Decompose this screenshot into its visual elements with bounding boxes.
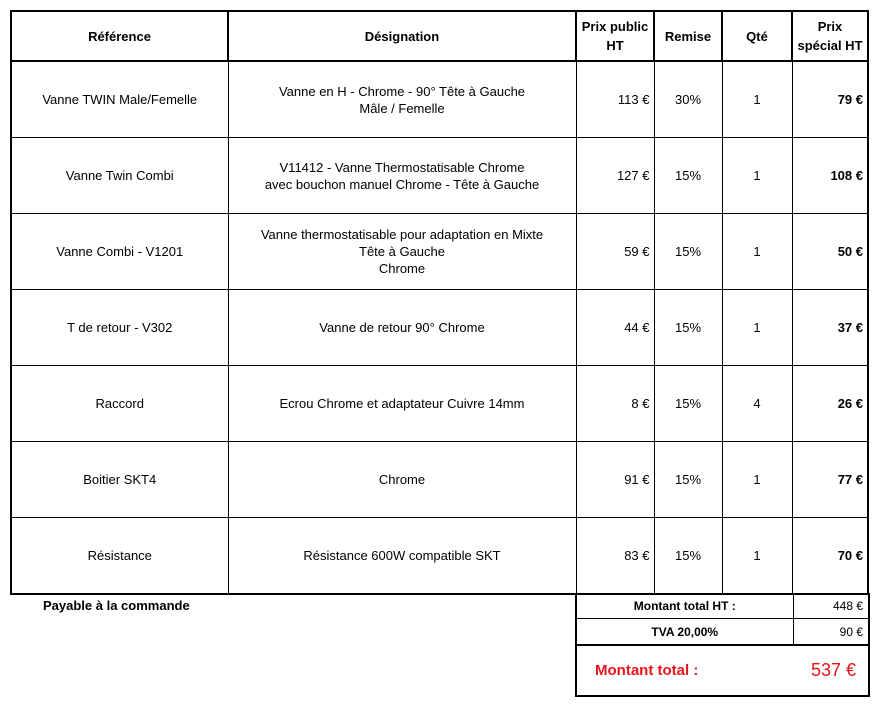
cell-prix-special: 79 € [792,61,868,138]
cell-remise: 15% [654,366,722,442]
total-ht-label: Montant total HT : [576,593,793,619]
cell-qte: 1 [722,290,792,366]
grand-total-cell [576,645,869,696]
header-qte: Qté [722,11,792,61]
cell-prix-public: 91 € [576,442,654,518]
designation-line: Vanne en H - Chrome - 90° Tête à Gauche [278,83,526,99]
cell-reference: Vanne Combi - V1201 [11,214,228,290]
table-row [11,138,868,214]
header-row [11,11,868,61]
header-prix-public-line1: Prix public [581,19,649,34]
cell-designation [228,214,576,290]
cell-prix-special: 37 € [792,290,868,366]
designation-line: Chrome [378,261,426,276]
cell-prix-special: 108 € [792,138,868,214]
designation-line: Résistance 600W compatible SKT [303,548,501,563]
cell-prix-special: 26 € [792,366,868,442]
cell-remise: 15% [654,214,722,290]
table-row [11,366,868,442]
cell-reference: Boitier SKT4 [11,442,228,518]
cell-remise: 15% [654,518,722,595]
total-ht-value: 448 € [793,593,869,619]
header-remise: Remise [654,11,722,61]
payment-note: Payable à la commande [43,598,190,613]
designation-line: Vanne thermostatisable pour adaptation en Mixte [260,227,544,242]
table-row [11,61,868,138]
cell-designation [228,138,576,214]
quote-table [10,10,869,595]
cell-qte: 1 [722,214,792,290]
cell-prix-public: 113 € [576,61,654,138]
cell-remise: 15% [654,290,722,366]
designation-line: avec bouchon manuel Chrome - Tête à Gauche [264,176,540,192]
cell-reference: Résistance [11,518,228,595]
table-row [11,442,868,518]
cell-prix-public: 59 € [576,214,654,290]
cell-prix-public: 83 € [576,518,654,595]
cell-designation [228,290,576,366]
designation-line: Ecrou Chrome et adaptateur Cuivre 14mm [279,396,525,411]
cell-prix-special: 50 € [792,214,868,290]
cell-designation [228,366,576,442]
header-prix-special [792,11,868,61]
grand-total-row [576,645,869,696]
designation-line: Vanne de retour 90° Chrome [319,320,485,335]
total-ht-row [576,593,869,619]
header-prix-public [576,11,654,61]
cell-qte: 1 [722,442,792,518]
grand-total-value: 537 € [810,660,856,680]
cell-prix-public: 44 € [576,290,654,366]
table-row [11,214,868,290]
cell-designation [228,61,576,138]
header-prix-special-line1: Prix [817,19,843,34]
cell-qte: 1 [722,138,792,214]
cell-prix-public: 8 € [576,366,654,442]
tva-label: TVA 20,00% [576,619,793,646]
table-row [11,518,868,595]
cell-reference: Vanne Twin Combi [11,138,228,214]
grand-total-label: Montant total : [595,662,699,679]
header-prix-special-line2: spécial HT [797,38,863,53]
cell-qte: 1 [722,61,792,138]
cell-prix-special: 70 € [792,518,868,595]
totals-table [575,593,870,697]
designation-line: V11412 - Vanne Thermostatisable Chrome [279,159,525,175]
designation-line: Mâle / Femelle [359,100,445,116]
cell-prix-public: 127 € [576,138,654,214]
designation-line: Tête à Gauche [359,244,445,259]
cell-remise: 15% [654,442,722,518]
cell-reference: Vanne TWIN Male/Femelle [11,61,228,138]
table-row [11,290,868,366]
cell-prix-special: 77 € [792,442,868,518]
cell-designation [228,442,576,518]
designation-line: Chrome [378,472,426,487]
header-prix-public-line2: HT [606,38,624,53]
header-designation: Désignation [228,11,576,61]
tva-row [576,619,869,646]
cell-qte: 4 [722,366,792,442]
cell-qte: 1 [722,518,792,595]
cell-remise: 15% [654,138,722,214]
cell-designation [228,518,576,595]
cell-remise: 30% [654,61,722,138]
cell-reference: T de retour - V302 [11,290,228,366]
cell-reference: Raccord [11,366,228,442]
header-reference: Référence [11,11,228,61]
tva-value: 90 € [793,619,869,646]
